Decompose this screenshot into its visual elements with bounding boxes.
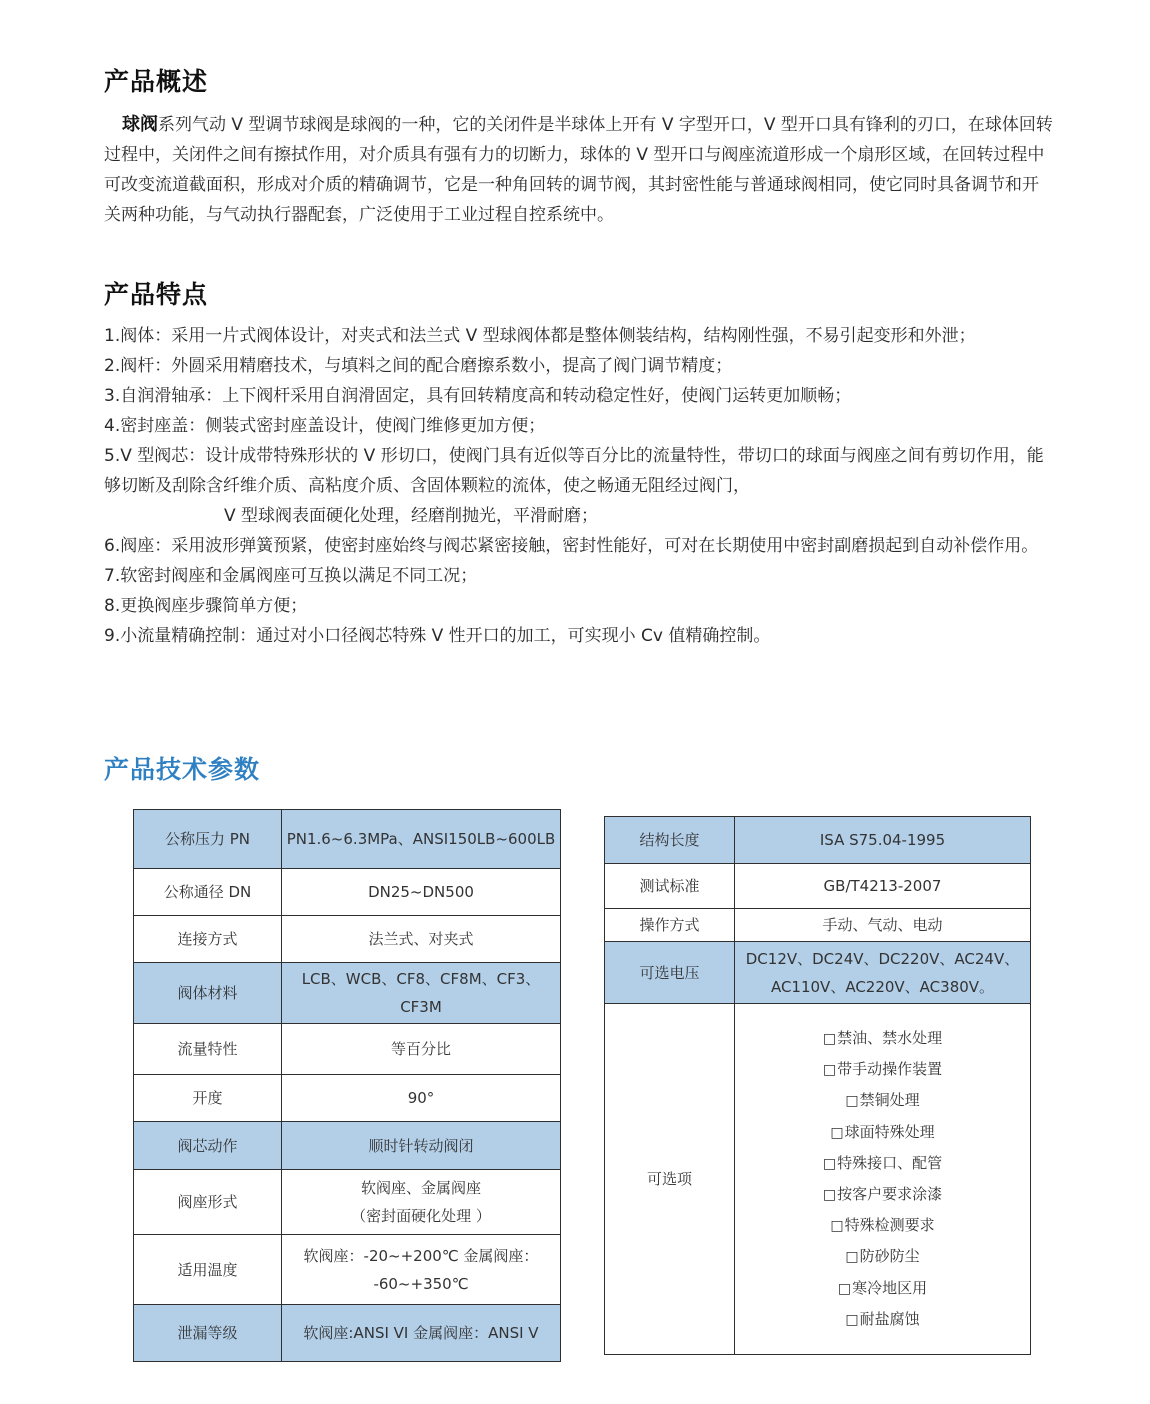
spec-label: 公称压力 PN — [134, 810, 282, 869]
table-row — [605, 817, 1031, 864]
spec-label: 操作方式 — [605, 909, 735, 942]
spec-value: GB/T4213-2007 — [735, 864, 1031, 909]
checkbox-icon: □ — [837, 1280, 852, 1297]
table-row — [605, 942, 1031, 1004]
checkbox-icon: □ — [830, 1124, 844, 1141]
feature-item: 3.自润滑轴承：上下阀杆采用自润滑固定，具有回转精度高和转动稳定性好，使阀门运转更加顺畅； — [104, 386, 852, 406]
spec-label: 开度 — [134, 1075, 282, 1122]
option-item: □球面特殊处理 — [830, 1122, 935, 1141]
table-row — [134, 1024, 561, 1075]
table-row — [605, 909, 1031, 942]
spec-table-right — [604, 816, 1031, 1355]
spec-value: 顺时针转动阀闭 — [282, 1122, 561, 1170]
spec-value-line: AC110V、AC220V、AC380V。 — [770, 977, 995, 996]
checkbox-icon: □ — [822, 1187, 837, 1203]
feature-item — [104, 501, 1054, 531]
checkbox-icon: □ — [822, 1062, 837, 1079]
features-heading: 产品特点 — [104, 280, 209, 309]
feature-item: 7.软密封阀座和金属阀座可互换以满足不同工况； — [104, 566, 478, 586]
spec-value: LCB、WCB、CF8、CF8M、CF3、CF3M — [282, 963, 561, 1024]
table-row — [134, 1305, 561, 1362]
table-row — [134, 810, 561, 869]
spec-label: 可选电压 — [605, 942, 735, 1004]
spec-label: 阀芯动作 — [134, 1122, 282, 1170]
spec-value-line: （密封面硬化处理 ） — [351, 1207, 491, 1225]
checkbox-icon: □ — [822, 1155, 837, 1172]
table-row — [134, 963, 561, 1024]
option-item: □禁铜处理 — [845, 1091, 920, 1110]
feature-item: 5.V 型阀芯：设计成带特殊形状的 V 形切口，使阀门具有近似等百分比的流量特性，带切口的球面与阀座之间有剪切作用，能够切断及刮除含纤维介质、高粘度介质、含固体颗粒的流体，使之畅通无阻经过阀门， — [104, 446, 1044, 496]
spec-label: 可选项 — [605, 1004, 735, 1355]
table-row — [134, 869, 561, 916]
spec-label: 连接方式 — [134, 916, 282, 963]
spec-value — [735, 942, 1031, 1004]
feature-item: 9.小流量精确控制：通过对小口径阀芯特殊 V 性开口的加工，可实现小 Cv 值精确控制。 — [104, 626, 771, 646]
option-item: □按客户要求涂漆 — [822, 1185, 943, 1203]
spec-value-line: 软阀座：-20~+200℃ 金属阀座： — [303, 1246, 539, 1265]
feature-item: 6.阀座：采用波形弹簧预紧，使密封座始终与阀芯紧密接触，密封性能好，可对在长期使用中密封副磨损起到自动补偿作用。 — [104, 536, 1039, 556]
option-item: □耐盐腐蚀 — [845, 1309, 920, 1328]
table-row — [605, 864, 1031, 909]
feature-item: 2.阀杆：外圆采用精磨技术，与填料之间的配合磨擦系数小，提高了阀门调节精度； — [104, 356, 733, 376]
table-row — [134, 1075, 561, 1122]
checkbox-icon: □ — [845, 1249, 859, 1266]
option-item: □带手动操作装置 — [822, 1060, 943, 1079]
spec-value: 等百分比 — [282, 1024, 561, 1075]
specs-heading: 产品技术参数 — [104, 755, 261, 784]
table-row — [605, 1004, 1031, 1355]
spec-label: 流量特性 — [134, 1024, 282, 1075]
overview-heading: 产品概述 — [104, 67, 209, 96]
spec-value — [282, 1170, 561, 1235]
overview-lead: 球阀 — [122, 114, 158, 135]
spec-value: 软阀座:ANSI VI 金属阀座：ANSI V — [282, 1305, 561, 1362]
spec-value: 手动、气动、电动 — [735, 909, 1031, 942]
spec-label: 公称通径 DN — [134, 869, 282, 916]
spec-value: 90° — [282, 1075, 561, 1122]
checkbox-icon: □ — [830, 1218, 844, 1235]
spec-value: ISA S75.04-1995 — [735, 817, 1031, 864]
option-item: □特殊检测要求 — [830, 1216, 935, 1235]
spec-value — [282, 1235, 561, 1305]
checkbox-icon: □ — [822, 1030, 837, 1047]
option-item: □特殊接口、配管 — [822, 1153, 943, 1172]
spec-value: PN1.6~6.3MPa、ANSI150LB~600LB — [282, 810, 561, 869]
checkbox-icon: □ — [845, 1093, 859, 1110]
overview-text: 系列气动 V 型调节球阀是球阀的一种，它的关闭件是半球体上开有 V 字型开口，V 型开口具有锋利的刃口，在球体回转过程中，关闭件之间有擦拭作用，对介质具有强有力的切断力，球体的 V 型开口与阀座流道形成一个扇形区域，在回转过程中可改变流道截面积，形成对介质的精确调节，它是一种角回转的调节阀，其封密性能与普通球阀相同，使它同时具备调节和开关两种功能，与气动执行器配套，广泛使用于工业过程自控系统中。 — [104, 115, 1053, 225]
feature-item-continuation: V 型球阀表面硬化处理，经磨削抛光，平滑耐磨； — [224, 506, 599, 526]
option-item: □寒冷地区用 — [837, 1278, 928, 1297]
spec-label: 阀体材料 — [134, 963, 282, 1024]
overview-paragraph — [104, 110, 1054, 230]
option-item: □防砂防尘 — [845, 1247, 920, 1266]
spec-value-line: -60~+350℃ — [373, 1274, 469, 1293]
spec-label: 结构长度 — [605, 817, 735, 864]
spec-value-line: DC12V、DC24V、DC220V、AC24V、 — [745, 949, 1020, 968]
feature-item: 1.阀体：采用一片式阀体设计，对夹式和法兰式 V 型球阀体都是整体侧装结构，结构刚性强，不易引起变形和外泄； — [104, 326, 976, 346]
options-list — [739, 1023, 1026, 1335]
spec-label: 测试标准 — [605, 864, 735, 909]
spec-value-line: 软阀座、金属阀座 — [360, 1179, 481, 1197]
spec-label: 泄漏等级 — [134, 1305, 282, 1362]
table-row — [134, 1170, 561, 1235]
spec-value — [735, 1004, 1031, 1355]
table-row — [134, 916, 561, 963]
spec-label: 阀座形式 — [134, 1170, 282, 1235]
table-row — [134, 1122, 561, 1170]
spec-value: 法兰式、对夹式 — [282, 916, 561, 963]
table-row — [134, 1235, 561, 1305]
option-item: □禁油、禁水处理 — [822, 1028, 943, 1047]
spec-value: DN25~DN500 — [282, 869, 561, 916]
features-list — [104, 321, 1054, 651]
feature-item: 4.密封座盖：侧装式密封座盖设计，使阀门维修更加方便； — [104, 416, 546, 436]
spec-table-left — [133, 809, 561, 1362]
spec-label: 适用温度 — [134, 1235, 282, 1305]
checkbox-icon: □ — [845, 1311, 859, 1328]
feature-item: 8.更换阀座步骤简单方便； — [104, 596, 308, 616]
